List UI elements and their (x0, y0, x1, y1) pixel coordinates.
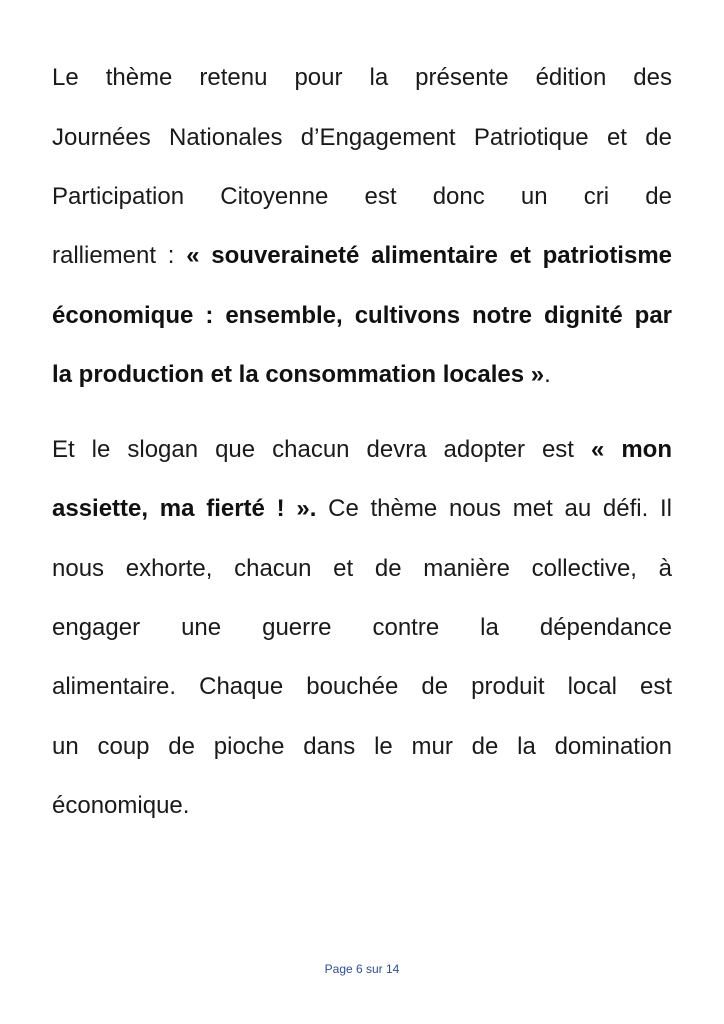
paragraph-2-line-7: économique. (52, 792, 190, 819)
paragraph-1-line-4 (52, 236, 672, 276)
paragraph-1-line-3: Participation Citoyenne est donc un cri de (52, 183, 672, 210)
theme-quote-start: « souveraineté alimentaire et patriotisme (186, 242, 672, 269)
paragraph-2-line-4: engager une guerre contre la dépendance (52, 614, 672, 641)
paragraph-1-period: . (544, 361, 551, 388)
paragraph-2-line-2 (52, 489, 672, 529)
paragraph-1-line-2: Journées Nationales d’Engagement Patriotique et de (52, 124, 672, 151)
paragraph-1-line-4-text: ralliement : (52, 242, 187, 269)
slogan-quote-end: assiette, ma fierté ! ». (52, 495, 317, 522)
theme-quote-end: la production et la consommation locales » (52, 361, 545, 388)
paragraph-1-line-1: Le thème retenu pour la présente édition des (52, 64, 672, 91)
paragraph-2-line-1-text: Et le slogan que chacun devra adopter est (52, 436, 591, 463)
paragraph-2-line-5: alimentaire. Chaque bouchée de produit local est (52, 673, 672, 700)
theme-quote-middle: économique : ensemble, cultivons notre dignité par (52, 302, 672, 329)
paragraph-2-line-6: un coup de pioche dans le mur de la domination (52, 733, 672, 760)
page-number-footer: Page 6 sur 14 (324, 962, 400, 976)
paragraph-2-line-2-text: Ce thème nous met au défi. Il (316, 495, 672, 522)
paragraph-1-line-6 (52, 355, 672, 395)
slogan-quote-start: « mon (590, 436, 672, 463)
paragraph-2-line-1 (52, 430, 672, 470)
paragraph-1-line-5 (52, 296, 672, 336)
paragraph-2-line-3: nous exhorte, chacun et de manière collective, à (52, 555, 672, 582)
